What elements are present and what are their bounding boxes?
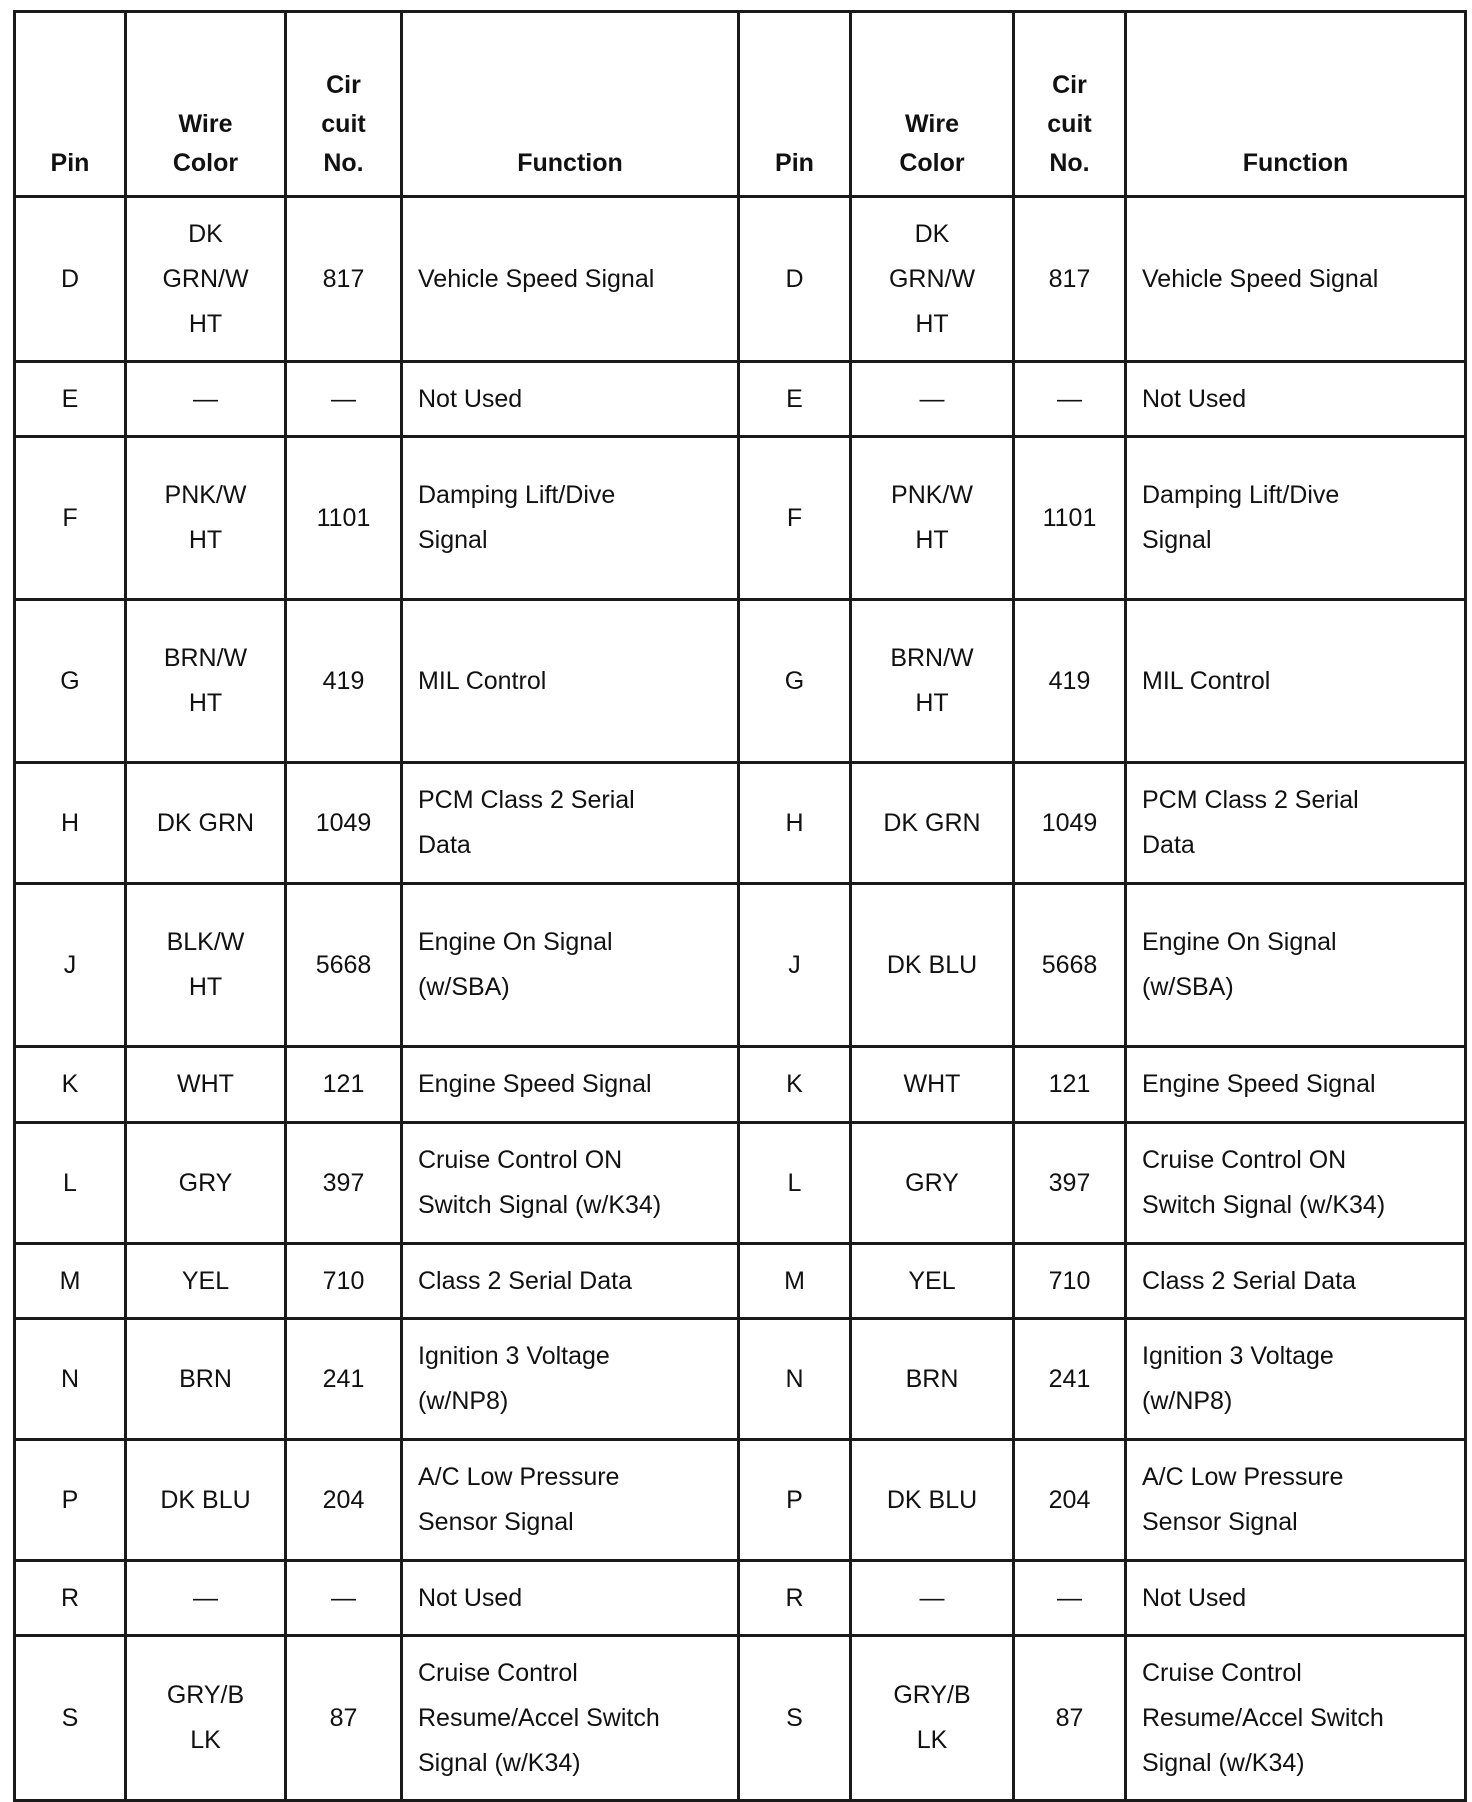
- wire-color-text: BRN: [179, 1364, 232, 1393]
- function-cell-left: [402, 1244, 739, 1319]
- circuit-no-cell-right: [1014, 1123, 1126, 1244]
- function-cell-left: [402, 884, 739, 1047]
- wire-color-text: YEL: [181, 1266, 230, 1295]
- wire-color-cell-right: [851, 1244, 1014, 1319]
- function-cell-right: [1126, 1440, 1466, 1561]
- pin-cell-right: [739, 1561, 851, 1636]
- header-row: [15, 12, 1466, 197]
- wire-color-cell-left: [126, 1047, 286, 1123]
- function-text: Engine Speed Signal: [418, 1070, 652, 1098]
- circuit-no-text: 5668: [1041, 950, 1098, 979]
- function-text: Not Used: [418, 384, 523, 413]
- connector-pinout-table: [13, 10, 1467, 1802]
- function-cell-left: [402, 437, 739, 600]
- function-cell-right: [1126, 197, 1466, 362]
- pin-cell-right: [739, 1440, 851, 1561]
- circuit-no-cell-right: [1014, 197, 1126, 362]
- table-body: [15, 197, 1466, 1801]
- function-text: Cruise Control Resume/Accel Switch Signal (w/K34): [1142, 1658, 1384, 1777]
- pin-text: D: [785, 264, 804, 293]
- circuit-no-cell-right: [1014, 437, 1126, 600]
- pin-cell-left: [15, 884, 126, 1047]
- circuit-no-cell-right: [1014, 1047, 1126, 1123]
- pin-cell-left: [15, 1636, 126, 1801]
- wire-color-text: DK GRN: [156, 808, 255, 837]
- header-function-right: [1126, 12, 1466, 197]
- wire-color-cell-left: [126, 197, 286, 362]
- circuit-no-text: 1101: [316, 503, 371, 532]
- function-cell-left: [402, 1636, 739, 1801]
- wire-color-text: YEL: [908, 1266, 956, 1295]
- wire-color-cell-right: [851, 362, 1014, 437]
- table-row: [15, 1047, 1466, 1123]
- wire-color-cell-right: [851, 1123, 1014, 1244]
- wire-color-cell-right: [851, 600, 1014, 763]
- circuit-no-cell-right: [1014, 1319, 1126, 1440]
- circuit-no-text: 241: [322, 1364, 365, 1393]
- table-row: [15, 1244, 1466, 1319]
- circuit-no-cell-right: [1014, 1440, 1126, 1561]
- circuit-no-text: 87: [1055, 1703, 1084, 1732]
- function-cell-right: [1126, 437, 1466, 600]
- circuit-no-text: 710: [322, 1266, 365, 1295]
- function-cell-right: [1126, 600, 1466, 763]
- pin-cell-right: [739, 1636, 851, 1801]
- circuit-no-cell-left: [286, 1561, 402, 1636]
- function-text: Vehicle Speed Signal: [418, 264, 655, 293]
- wire-color-cell-right: [851, 437, 1014, 600]
- circuit-no-cell-left: [286, 1047, 402, 1123]
- header-function-right-text: Function: [1242, 149, 1349, 177]
- pin-cell-left: [15, 1561, 126, 1636]
- function-cell-right: [1126, 763, 1466, 884]
- pin-cell-right: [739, 1047, 851, 1123]
- wire-color-text: WHT: [177, 1070, 234, 1098]
- pin-text: G: [60, 666, 80, 695]
- circuit-no-cell-right: [1014, 1244, 1126, 1319]
- wire-color-text: DK BLU: [886, 950, 978, 979]
- wire-color-text: GRY/B LK: [893, 1681, 971, 1754]
- wire-color-text: —: [193, 384, 218, 413]
- pin-cell-left: [15, 763, 126, 884]
- table-row: [15, 1123, 1466, 1244]
- function-text: Ignition 3 Voltage (w/NP8): [1142, 1342, 1334, 1415]
- pin-cell-right: [739, 362, 851, 437]
- function-text: Engine Speed Signal: [1142, 1070, 1376, 1098]
- function-text: MIL Control: [1142, 666, 1271, 695]
- pin-text: E: [786, 384, 803, 413]
- pin-cell-right: [739, 884, 851, 1047]
- circuit-no-cell-left: [286, 1244, 402, 1319]
- wire-color-text: BRN: [905, 1364, 959, 1393]
- pin-text: L: [787, 1168, 802, 1197]
- circuit-no-cell-left: [286, 763, 402, 884]
- circuit-no-cell-left: [286, 1319, 402, 1440]
- wire-color-cell-left: [126, 1244, 286, 1319]
- pin-cell-left: [15, 600, 126, 763]
- pin-text: P: [61, 1485, 79, 1514]
- wire-color-cell-left: [126, 362, 286, 437]
- function-text: Cruise Control Resume/Accel Switch Signal (w/K34): [418, 1658, 660, 1777]
- table-row: [15, 884, 1466, 1047]
- function-text: Engine On Signal (w/SBA): [418, 928, 613, 1001]
- pin-text: F: [62, 503, 78, 532]
- pin-cell-right: [739, 600, 851, 763]
- function-cell-right: [1126, 362, 1466, 437]
- wire-color-text: GRY: [905, 1168, 959, 1197]
- function-cell-left: [402, 1319, 739, 1440]
- pin-text: N: [785, 1364, 804, 1393]
- pin-text: H: [60, 808, 80, 837]
- pin-cell-right: [739, 197, 851, 362]
- circuit-no-cell-right: [1014, 362, 1126, 437]
- function-text: Class 2 Serial Data: [418, 1266, 632, 1295]
- pin-text: R: [785, 1583, 804, 1612]
- function-cell-right: [1126, 1123, 1466, 1244]
- pin-text: S: [786, 1703, 803, 1732]
- pin-text: R: [60, 1583, 80, 1612]
- circuit-no-text: 241: [1048, 1364, 1091, 1393]
- table-row: [15, 437, 1466, 600]
- pin-text: D: [60, 264, 80, 293]
- wire-color-cell-left: [126, 884, 286, 1047]
- circuit-no-text: —: [1057, 1583, 1082, 1612]
- pin-text: M: [784, 1266, 805, 1295]
- table-row: [15, 1440, 1466, 1561]
- circuit-no-cell-left: [286, 884, 402, 1047]
- function-text: A/C Low Pressure Sensor Signal: [418, 1463, 620, 1536]
- header-wire-color-left-text: Wire Color: [172, 110, 239, 177]
- table-row: [15, 1636, 1466, 1801]
- header-circuit-no-left: [286, 12, 402, 197]
- pin-cell-left: [15, 1047, 126, 1123]
- circuit-no-text: 817: [1048, 264, 1091, 293]
- header-pin-right-text: Pin: [775, 149, 814, 177]
- circuit-no-text: —: [1057, 384, 1082, 413]
- circuit-no-text: —: [331, 1583, 356, 1612]
- table-row: [15, 1561, 1466, 1636]
- wire-color-cell-left: [126, 1440, 286, 1561]
- wire-color-text: BRN/W HT: [163, 644, 248, 717]
- function-cell-right: [1126, 1561, 1466, 1636]
- table-row: [15, 763, 1466, 884]
- pin-text: H: [785, 808, 804, 837]
- wire-color-text: BLK/W HT: [166, 928, 245, 1001]
- function-text: Vehicle Speed Signal: [1142, 264, 1379, 293]
- wire-color-text: BRN/W HT: [890, 644, 974, 717]
- circuit-no-text: 710: [1048, 1266, 1091, 1295]
- pin-cell-left: [15, 1123, 126, 1244]
- wire-color-text: —: [193, 1583, 218, 1612]
- header-circuit-no-left-text: Cir cuit No.: [321, 71, 366, 177]
- function-text: Not Used: [1142, 384, 1247, 413]
- circuit-no-text: 397: [322, 1168, 365, 1197]
- function-cell-left: [402, 1047, 739, 1123]
- circuit-no-cell-right: [1014, 763, 1126, 884]
- wire-color-text: WHT: [903, 1070, 961, 1098]
- wire-color-text: DK BLU: [160, 1485, 251, 1514]
- pin-cell-left: [15, 362, 126, 437]
- wire-color-cell-right: [851, 1636, 1014, 1801]
- function-text: Damping Lift/Dive Signal: [1142, 481, 1340, 554]
- pin-cell-right: [739, 1244, 851, 1319]
- function-text: Cruise Control ON Switch Signal (w/K34): [418, 1146, 662, 1219]
- circuit-no-text: 5668: [315, 950, 372, 979]
- pin-cell-left: [15, 197, 126, 362]
- circuit-no-cell-right: [1014, 1636, 1126, 1801]
- function-cell-left: [402, 1561, 739, 1636]
- function-text: Damping Lift/Dive Signal: [418, 481, 616, 554]
- function-text: PCM Class 2 Serial Data: [418, 786, 635, 859]
- function-cell-left: [402, 362, 739, 437]
- function-text: A/C Low Pressure Sensor Signal: [1142, 1463, 1344, 1536]
- circuit-no-text: 397: [1048, 1168, 1091, 1197]
- header-function-left: [402, 12, 739, 197]
- function-cell-right: [1126, 1047, 1466, 1123]
- wire-color-cell-right: [851, 1319, 1014, 1440]
- table-row: [15, 1319, 1466, 1440]
- wire-color-text: DK BLU: [886, 1485, 978, 1514]
- wire-color-cell-right: [851, 763, 1014, 884]
- circuit-no-text: 204: [1048, 1485, 1091, 1514]
- circuit-no-text: 1049: [1041, 808, 1098, 837]
- function-text: Not Used: [418, 1583, 523, 1612]
- function-cell-right: [1126, 1244, 1466, 1319]
- wire-color-text: DK GRN/W HT: [888, 219, 976, 338]
- pin-cell-right: [739, 1123, 851, 1244]
- wire-color-cell-right: [851, 1440, 1014, 1561]
- wire-color-cell-left: [126, 1561, 286, 1636]
- pin-cell-left: [15, 1319, 126, 1440]
- wire-color-cell-left: [126, 763, 286, 884]
- function-text: Ignition 3 Voltage (w/NP8): [418, 1342, 610, 1415]
- function-text: Cruise Control ON Switch Signal (w/K34): [1142, 1146, 1386, 1219]
- circuit-no-cell-left: [286, 1636, 402, 1801]
- function-text: Engine On Signal (w/SBA): [1142, 928, 1337, 1001]
- pin-text: E: [61, 384, 79, 413]
- wire-color-cell-left: [126, 437, 286, 600]
- function-cell-left: [402, 197, 739, 362]
- wire-color-text: —: [919, 1583, 945, 1612]
- circuit-no-text: 87: [329, 1703, 358, 1732]
- wire-color-cell-right: [851, 1047, 1014, 1123]
- function-cell-left: [402, 1123, 739, 1244]
- circuit-no-text: 817: [322, 264, 365, 293]
- header-circuit-no-right-text: Cir cuit No.: [1047, 71, 1092, 177]
- wire-color-cell-left: [126, 600, 286, 763]
- pin-cell-right: [739, 437, 851, 600]
- circuit-no-cell-left: [286, 600, 402, 763]
- function-cell-left: [402, 600, 739, 763]
- wire-color-cell-left: [126, 1636, 286, 1801]
- connector-pinout-table-container: [13, 10, 1467, 1802]
- table-row: [15, 197, 1466, 362]
- function-cell-left: [402, 763, 739, 884]
- circuit-no-text: 204: [322, 1485, 365, 1514]
- header-wire-color-right: [851, 12, 1014, 197]
- wire-color-cell-right: [851, 1561, 1014, 1636]
- wire-color-cell-right: [851, 884, 1014, 1047]
- wire-color-text: DK GRN: [883, 808, 981, 837]
- pin-cell-left: [15, 437, 126, 600]
- wire-color-text: GRY/B LK: [166, 1681, 245, 1754]
- pin-text: S: [61, 1703, 79, 1732]
- pin-cell-right: [739, 763, 851, 884]
- pin-text: F: [786, 503, 803, 532]
- header-circuit-no-right: [1014, 12, 1126, 197]
- pin-text: K: [61, 1070, 79, 1098]
- header-wire-color-right-text: Wire Color: [899, 110, 965, 177]
- circuit-no-cell-right: [1014, 884, 1126, 1047]
- pin-cell-right: [739, 1319, 851, 1440]
- pin-text: P: [786, 1485, 803, 1514]
- pin-text: M: [59, 1266, 81, 1295]
- wire-color-text: PNK/W HT: [891, 481, 973, 554]
- circuit-no-cell-left: [286, 197, 402, 362]
- wire-color-text: —: [919, 384, 945, 413]
- wire-color-text: PNK/W HT: [164, 481, 247, 554]
- circuit-no-text: 1049: [315, 808, 372, 837]
- function-text: MIL Control: [418, 666, 547, 695]
- pin-cell-left: [15, 1440, 126, 1561]
- header-function-left-text: Function: [517, 149, 623, 177]
- circuit-no-cell-right: [1014, 600, 1126, 763]
- function-cell-right: [1126, 1636, 1466, 1801]
- header-pin-right: [739, 12, 851, 197]
- wire-color-cell-right: [851, 197, 1014, 362]
- function-cell-left: [402, 1440, 739, 1561]
- circuit-no-text: 1101: [1042, 503, 1097, 532]
- pin-text: N: [60, 1364, 80, 1393]
- circuit-no-cell-right: [1014, 1561, 1126, 1636]
- pin-cell-left: [15, 1244, 126, 1319]
- circuit-no-text: 121: [322, 1070, 365, 1098]
- function-text: PCM Class 2 Serial Data: [1142, 786, 1359, 859]
- pin-text: G: [784, 666, 805, 695]
- header-pin-left: [15, 12, 126, 197]
- circuit-no-cell-left: [286, 1440, 402, 1561]
- circuit-no-text: 419: [1048, 666, 1091, 695]
- function-text: Class 2 Serial Data: [1142, 1266, 1356, 1295]
- function-cell-right: [1126, 884, 1466, 1047]
- circuit-no-text: —: [331, 384, 356, 413]
- wire-color-text: DK GRN/W HT: [162, 219, 249, 338]
- wire-color-cell-left: [126, 1319, 286, 1440]
- wire-color-text: GRY: [178, 1168, 233, 1197]
- function-text: Not Used: [1142, 1583, 1247, 1612]
- header-wire-color-left: [126, 12, 286, 197]
- circuit-no-text: 419: [322, 666, 365, 695]
- wire-color-cell-left: [126, 1123, 286, 1244]
- circuit-no-text: 121: [1048, 1070, 1091, 1098]
- table-row: [15, 362, 1466, 437]
- pin-text: J: [63, 950, 77, 979]
- circuit-no-cell-left: [286, 1123, 402, 1244]
- header-pin-left-text: Pin: [50, 149, 90, 177]
- function-cell-right: [1126, 1319, 1466, 1440]
- pin-text: J: [788, 950, 801, 979]
- circuit-no-cell-left: [286, 362, 402, 437]
- pin-text: K: [786, 1070, 803, 1098]
- pin-text: L: [63, 1168, 77, 1197]
- circuit-no-cell-left: [286, 437, 402, 600]
- table-row: [15, 600, 1466, 763]
